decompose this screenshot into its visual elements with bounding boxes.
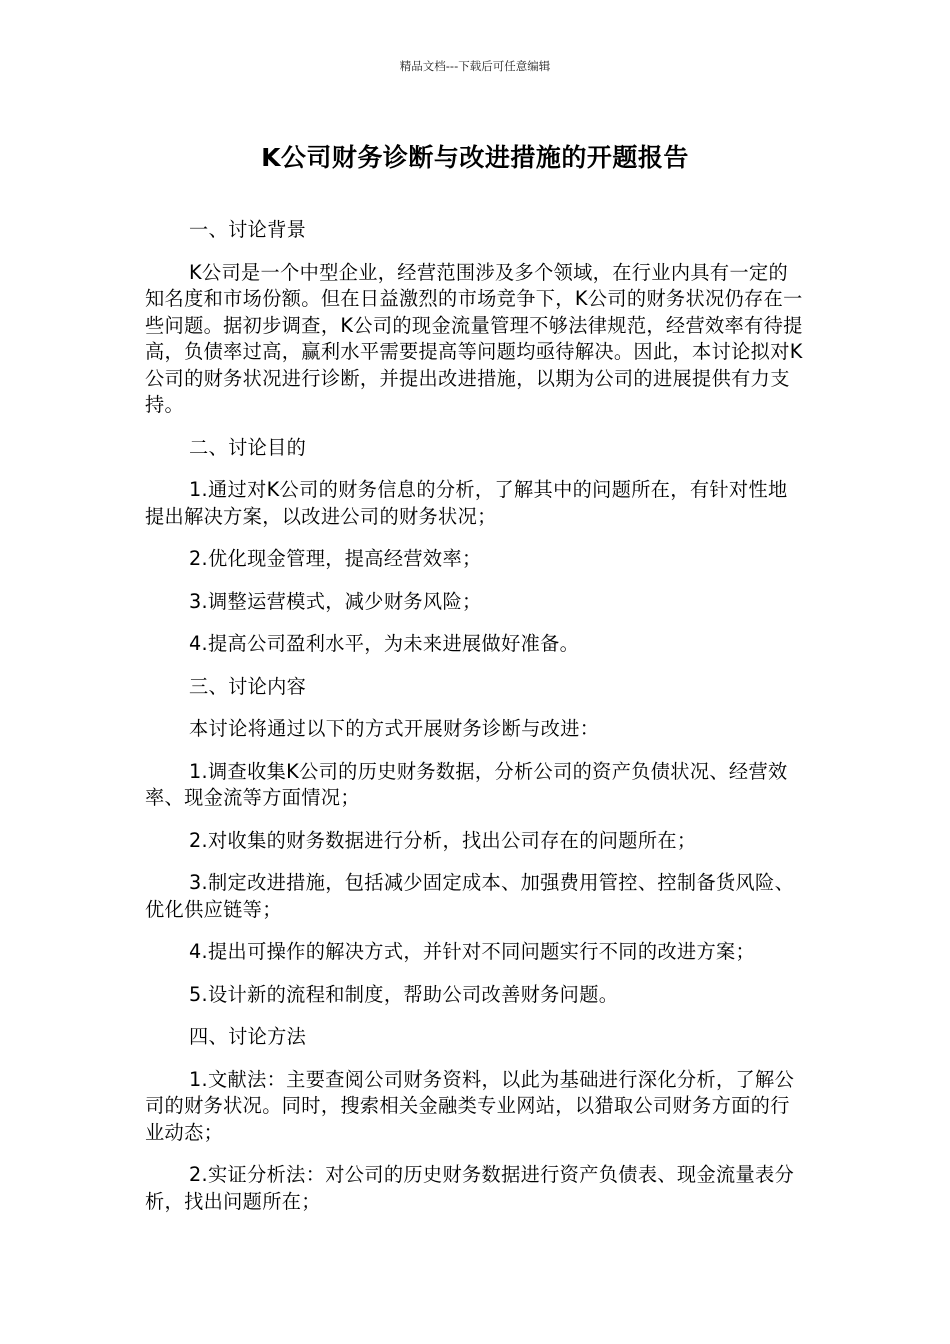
- list-item: 1.通过对K公司的财务信息的分析，了解其中的问题所在，有针对性地提出解决方案，以改进公司的财务状况；: [145, 478, 788, 528]
- list-item: 4.提高公司盈利水平，为未来进展做好准备。: [189, 632, 580, 655]
- list-item: 1.文献法：主要查阅公司财务资料，以此为基础进行深化分析，了解公司的财务状况。同时，搜索相关金融类专业网站，以猎取公司财务方面的行业动态；: [145, 1067, 795, 1144]
- list-item: 2.实证分析法：对公司的历史财务数据进行资产负债表、现金流量表分析，找出问题所在；: [145, 1163, 795, 1213]
- list-item: 3.调整运营模式，减少财务风险；: [189, 589, 482, 613]
- section-heading-purpose: 二、讨论目的: [189, 435, 307, 459]
- section-heading-content: 三、讨论内容: [189, 674, 307, 698]
- document-body: [145, 217, 807, 1231]
- list-item: 2.优化现金管理，提高经营效率；: [189, 547, 482, 570]
- body-paragraph: 本讨论将通过以下的方式开展财务诊断与改进：: [189, 717, 600, 740]
- list-item: 2.对收集的财务数据进行分析，找出公司存在的问题所在；: [189, 828, 697, 852]
- list-item: 5.设计新的流程和制度，帮助公司改善财务问题。: [189, 982, 619, 1006]
- body-paragraph: K公司是一个中型企业，经营范围涉及多个领域，在行业内具有一定的知名度和市场份额。但在日益激烈的市场竞争下，K公司的财务状况仍存在一些问题。据初步调查，K公司的现金流量管理不够法律规范，经营效率有待提高，负债率过高，赢利水平需要提高等问题均亟待解决。因此，本讨论拟对K公司的财务状况进行诊断，并提出改进措施，以期为公司的进展提供有力支持。: [145, 260, 803, 416]
- list-item: 4.提出可操作的解决方式，并针对不同问题实行不同的改进方案；: [189, 940, 756, 963]
- list-item: 3.制定改进措施，包括减少固定成本、加强费用管控、控制备货风险、优化供应链等；: [145, 871, 795, 921]
- header-note: 精品文档---下载后可任意编辑: [399, 59, 551, 73]
- section-heading-background: 一、讨论背景: [189, 218, 307, 241]
- list-item: 1.调查收集K公司的历史财务数据，分析公司的资产负债状况、经营效率、现金流等方面情况；: [145, 759, 788, 809]
- document-title: K公司财务诊断与改进措施的开题报告: [261, 143, 689, 172]
- section-heading-method: 四、讨论方法: [189, 1025, 307, 1048]
